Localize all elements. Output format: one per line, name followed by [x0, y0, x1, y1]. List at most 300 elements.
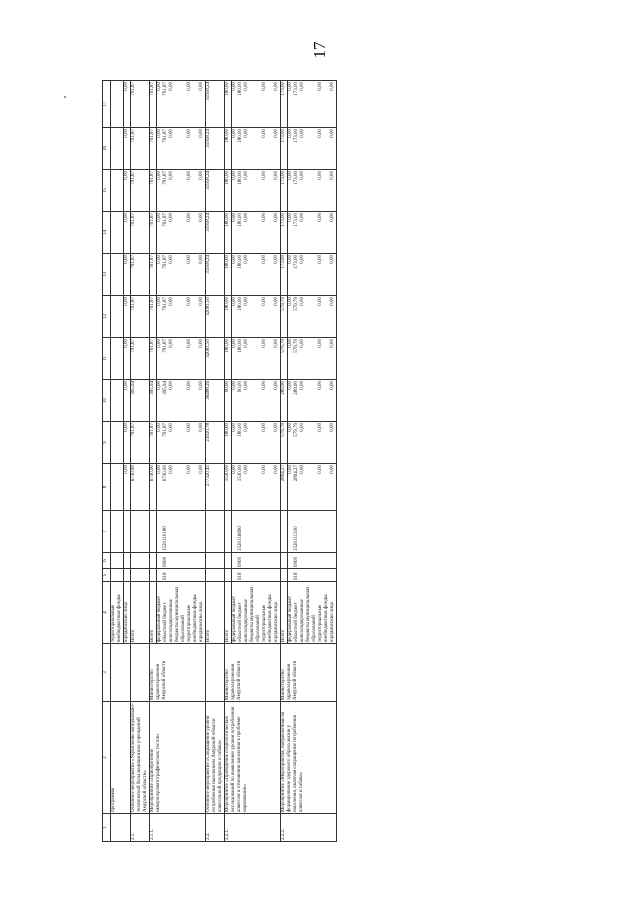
csr-code-cell [244, 511, 262, 553]
year-value-cell: 180,00 [238, 170, 244, 212]
year-value-cell: 0,00 [124, 422, 131, 464]
rzpr-code-cell: 0909 [294, 553, 300, 569]
year-value-cell: 0,00 [288, 464, 295, 511]
year-value-cell: 0,00 [318, 254, 330, 296]
csr-code-cell [169, 511, 187, 553]
year-value-cell: 0,00 [169, 170, 187, 212]
year-value-cell: 0,00 [330, 338, 337, 380]
year-value-cell: 0,00 [300, 380, 318, 422]
funding-source-cell: территориальные внебюджетные фонды [187, 582, 199, 644]
year-value-cell: 0,00 [124, 128, 131, 170]
table-row [225, 81, 232, 842]
funding-source-cell: юридические лица [274, 582, 281, 644]
year-value-cell: 0,00 [262, 128, 274, 170]
item-name-cell: Мероприятие «Мероприятия, направленные на формирование здорового образа жизни у населения, включая сокращение потребления алкоголя и табака» [281, 702, 337, 814]
year-value-cell: 0,00 [244, 338, 262, 380]
column-number-cell: 11 [103, 338, 111, 380]
year-value-cell: 0,00 [157, 170, 164, 212]
funding-source-cell: юридические лица [124, 582, 131, 644]
year-value-cell: 395,94 [163, 380, 169, 422]
year-value-cell: 0,00 [157, 464, 164, 511]
year-value-cell: 0,00 [318, 338, 330, 380]
year-value-cell: 0,00 [187, 464, 199, 511]
year-value-cell: 180,00 [238, 128, 244, 170]
year-value-cell: 6730,90 [163, 464, 169, 511]
year-value-cell: 0,00 [169, 212, 187, 254]
year-value-cell: 0,00 [288, 170, 295, 212]
year-value-cell: 0,00 [274, 380, 281, 422]
scan-speck [64, 96, 66, 98]
rzpr-code-cell [131, 553, 150, 569]
grbs-code-cell: 918 [294, 569, 300, 582]
year-value-cell: 0,00 [169, 464, 187, 511]
year-value-cell: 791,87 [150, 296, 157, 338]
grbs-code-cell [187, 569, 199, 582]
column-number-cell: 16 [103, 128, 111, 170]
year-value-cell: 0,00 [124, 254, 131, 296]
year-value-cell: 0,00 [318, 170, 330, 212]
year-value-cell: 0,00 [262, 464, 274, 511]
year-value-cell: 0,00 [169, 128, 187, 170]
grbs-code-cell [150, 569, 157, 582]
column-number-cell: 9 [103, 422, 111, 464]
year-value-cell: 0,00 [300, 128, 318, 170]
year-value-cell: 0,00 [157, 254, 164, 296]
csr-code-cell [111, 511, 124, 553]
year-value-cell: 90,00 [225, 380, 232, 422]
year-value-cell [111, 338, 124, 380]
year-value-cell: 0,00 [262, 380, 274, 422]
rzpr-code-cell [300, 553, 318, 569]
rzpr-code-cell [111, 553, 124, 569]
csr-code-cell [124, 511, 131, 553]
year-value-cell: 0,00 [169, 422, 187, 464]
year-value-cell: 36488,26 [206, 380, 225, 422]
grbs-code-cell [281, 569, 288, 582]
year-value-cell: 0,00 [169, 81, 187, 128]
year-value-cell: 0,00 [187, 338, 199, 380]
year-value-cell: 289,90 [294, 380, 300, 422]
year-value-cell: 0,00 [330, 254, 337, 296]
year-value-cell: 0,00 [157, 380, 164, 422]
csr-code-cell [206, 511, 225, 553]
year-value-cell: 180,00 [238, 422, 244, 464]
year-value-cell: 0,00 [318, 296, 330, 338]
column-number-cell: 14 [103, 212, 111, 254]
csr-code-cell [131, 511, 150, 553]
year-value-cell: 0,00 [262, 170, 274, 212]
year-value-cell: 0,00 [244, 380, 262, 422]
year-value-cell: 180,00 [225, 170, 232, 212]
year-value-cell: 0,00 [288, 254, 295, 296]
year-value-cell: 0,00 [262, 212, 274, 254]
column-number-cell: 17 [103, 81, 111, 128]
year-value-cell: 791,87 [131, 338, 150, 380]
year-value-cell: 180,00 [225, 422, 232, 464]
item-name-cell: Основное мероприятие «Сокращение уровня потребления населением Амурской области алкогольной продукции и табака» [206, 702, 225, 814]
year-value-cell: 180,00 [238, 212, 244, 254]
year-value-cell: 791,87 [131, 422, 150, 464]
year-value-cell: 173,00 [281, 128, 288, 170]
year-value-cell: 173,00 [281, 254, 288, 296]
year-value-cell: 0,00 [274, 254, 281, 296]
year-value-cell: 791,87 [131, 254, 150, 296]
year-value-cell: 0,00 [288, 296, 295, 338]
year-value-cell: 0,00 [187, 212, 199, 254]
year-value-cell: 0,00 [169, 338, 187, 380]
year-value-cell: 0,00 [330, 170, 337, 212]
grbs-code-cell [330, 569, 337, 582]
year-value-cell: 90,00 [238, 380, 244, 422]
csr-code-cell: 1520111330 [294, 511, 300, 553]
page-number-text: 17 [310, 41, 329, 59]
year-value-cell: 180,00 [225, 128, 232, 170]
year-value-cell: 579,79 [294, 422, 300, 464]
year-value-cell: 0,00 [288, 422, 295, 464]
year-value-cell: 0,00 [244, 464, 262, 511]
year-value-cell: 0,00 [157, 128, 164, 170]
year-value-cell: 0,00 [199, 422, 206, 464]
year-value-cell: 31958,24 [206, 128, 225, 170]
year-value-cell: 180,00 [238, 296, 244, 338]
year-value-cell: 791,87 [163, 338, 169, 380]
year-value-cell: 0,00 [300, 170, 318, 212]
table-body [103, 81, 337, 842]
year-value-cell: 0,00 [262, 254, 274, 296]
rzpr-code-cell: 0909 [163, 553, 169, 569]
year-value-cell [111, 128, 124, 170]
year-value-cell [111, 212, 124, 254]
csr-code-cell: 1520110180 [163, 511, 169, 553]
year-value-cell: 173,00 [281, 212, 288, 254]
rzpr-code-cell [262, 553, 274, 569]
year-value-cell: 0,00 [232, 422, 239, 464]
rzpr-code-cell [206, 553, 225, 569]
year-value-cell: 173,00 [294, 254, 300, 296]
executor-cell [111, 644, 131, 702]
year-value-cell: 0,00 [318, 422, 330, 464]
funding-source-cell: консолидированные бюджеты муниципальных образований [169, 582, 187, 644]
year-value-cell: 173,00 [281, 170, 288, 212]
year-value-cell: 0,00 [288, 81, 295, 128]
year-value-cell: 0,00 [274, 128, 281, 170]
year-value-cell: 0,00 [262, 296, 274, 338]
year-value-cell: 579,79 [294, 296, 300, 338]
funding-source-cell: федеральный бюджет [232, 582, 239, 644]
year-value-cell: 173,00 [281, 81, 288, 128]
rzpr-code-cell [244, 553, 262, 569]
year-value-cell: 0,00 [262, 338, 274, 380]
column-number-cell: 1 [103, 814, 111, 842]
year-value-cell: 0,00 [232, 128, 239, 170]
year-value-cell: 0,00 [199, 296, 206, 338]
year-value-cell: 0,00 [330, 212, 337, 254]
column-number-cell: 4 [103, 582, 111, 644]
year-value-cell: 0,00 [157, 422, 164, 464]
year-value-cell: 0,00 [318, 81, 330, 128]
year-value-cell: 2894,27 [294, 464, 300, 511]
year-value-cell: 579,79 [281, 296, 288, 338]
year-value-cell: 791,87 [163, 170, 169, 212]
year-value-cell: 0,00 [300, 212, 318, 254]
year-value-cell: 0,00 [274, 81, 281, 128]
column-number-cell: 12 [103, 296, 111, 338]
column-number-cell: 5 [103, 569, 111, 582]
year-value-cell: 0,00 [330, 81, 337, 128]
item-name-cell: Мероприятие «Проведение социологических исследований по выявлению уровня потребления алкоголя и отношения населения к проблеме наркомании» [225, 702, 281, 814]
grbs-code-cell [124, 569, 131, 582]
grbs-code-cell [225, 569, 232, 582]
year-value-cell: 6730,90 [131, 464, 150, 511]
table-row [281, 81, 288, 842]
item-number-cell: 2.2.1. [225, 814, 281, 842]
year-value-cell [111, 464, 124, 511]
year-value-cell: 0,00 [262, 422, 274, 464]
year-value-cell: 0,00 [199, 254, 206, 296]
csr-code-cell [300, 511, 318, 553]
table-row [150, 81, 157, 842]
csr-code-cell [318, 511, 330, 553]
year-value-cell: 0,00 [199, 81, 206, 128]
year-value-cell: 395,94 [150, 380, 157, 422]
rzpr-code-cell [169, 553, 187, 569]
year-value-cell: 0,00 [244, 81, 262, 128]
year-value-cell: 0,00 [199, 212, 206, 254]
item-number-cell: 2.2. [206, 814, 225, 842]
grbs-code-cell [318, 569, 330, 582]
year-value-cell: 0,00 [244, 212, 262, 254]
funding-source-cell: областной бюджет [238, 582, 244, 644]
grbs-code-cell: 918 [238, 569, 244, 582]
year-value-cell [111, 380, 124, 422]
year-value-cell: 0,00 [124, 380, 131, 422]
year-value-cell: 1530,00 [225, 464, 232, 511]
rzpr-code-cell [124, 553, 131, 569]
year-value-cell: 2894,27 [281, 464, 288, 511]
column-number-cell: 7 [103, 511, 111, 553]
csr-code-cell: 1520116690 [238, 511, 244, 553]
year-value-cell: 0,00 [187, 380, 199, 422]
funding-source-cell: Всего [225, 582, 232, 644]
year-value-cell: 0,00 [157, 212, 164, 254]
year-value-cell: 0,00 [262, 81, 274, 128]
year-value-cell [111, 296, 124, 338]
year-value-cell: 791,87 [150, 81, 157, 128]
year-value-cell: 791,87 [131, 212, 150, 254]
year-value-cell: 0,00 [124, 212, 131, 254]
year-value-cell: 0,00 [244, 170, 262, 212]
funding-source-cell: территориальные внебюджетные фонды [262, 582, 274, 644]
grbs-code-cell [169, 569, 187, 582]
column-number-cell: 3 [103, 644, 111, 702]
year-value-cell: 0,00 [232, 81, 239, 128]
year-value-cell: 0,00 [318, 212, 330, 254]
executor-cell: Министерство здравоохранения Амурской области [150, 644, 206, 702]
year-value-cell: 791,87 [150, 422, 157, 464]
year-value-cell: 180,00 [238, 338, 244, 380]
year-value-cell: 0,00 [244, 296, 262, 338]
year-value-cell [111, 81, 124, 128]
year-value-cell: 0,00 [157, 296, 164, 338]
column-number-cell: 10 [103, 380, 111, 422]
year-value-cell: 395,94 [131, 380, 150, 422]
year-value-cell: 791,87 [163, 422, 169, 464]
year-value-cell: 23920,78 [206, 422, 225, 464]
year-value-cell: 0,00 [330, 422, 337, 464]
rzpr-code-cell: 0909 [238, 553, 244, 569]
year-value-cell: 0,00 [288, 128, 295, 170]
year-value-cell: 32081,50 [206, 296, 225, 338]
csr-code-cell [225, 511, 232, 553]
item-number-cell: 2.1. [131, 814, 150, 842]
year-value-cell: 180,00 [238, 81, 244, 128]
item-number-cell [111, 814, 131, 842]
rzpr-code-cell [330, 553, 337, 569]
year-value-cell: 0,00 [124, 464, 131, 511]
year-value-cell: 0,00 [169, 296, 187, 338]
year-value-cell: 173,00 [294, 170, 300, 212]
year-value-cell: 791,87 [150, 212, 157, 254]
year-value-cell: 0,00 [157, 81, 164, 128]
funding-source-cell: областной бюджет [163, 582, 169, 644]
year-value-cell: 0,00 [330, 128, 337, 170]
year-value-cell: 0,00 [232, 254, 239, 296]
year-value-cell: 180,00 [238, 254, 244, 296]
year-value-cell: 0,00 [288, 338, 295, 380]
funding-source-cell: областной бюджет [294, 582, 300, 644]
grbs-code-cell [244, 569, 262, 582]
year-value-cell: 0,00 [274, 170, 281, 212]
year-value-cell: 277320,45 [206, 464, 225, 511]
funding-source-cell: консолидированные бюджеты муниципальных образований [244, 582, 262, 644]
year-value-cell: 0,00 [124, 170, 131, 212]
year-value-cell [111, 254, 124, 296]
year-value-cell: 791,87 [150, 128, 157, 170]
year-value-cell: 791,87 [131, 81, 150, 128]
year-value-cell: 0,00 [124, 296, 131, 338]
funding-source-cell: территориальные внебюджетные фонды [318, 582, 330, 644]
year-value-cell: 0,00 [318, 128, 330, 170]
item-name-cell: Мероприятие «Приобретение иммунохроматографических тестов» [150, 702, 206, 814]
year-value-cell: 1530,00 [238, 464, 244, 511]
csr-code-cell [150, 511, 157, 553]
grbs-code-cell [262, 569, 274, 582]
year-value-cell: 0,00 [232, 212, 239, 254]
csr-code-cell [281, 511, 288, 553]
year-value-cell: 0,00 [169, 380, 187, 422]
year-value-cell: 0,00 [232, 296, 239, 338]
column-number-cell: 2 [103, 702, 111, 814]
year-value-cell: 0,00 [232, 380, 239, 422]
csr-code-cell [187, 511, 199, 553]
year-value-cell: 0,00 [187, 422, 199, 464]
funding-source-cell: Всего [150, 582, 157, 644]
funding-source-cell: консолидированные бюджеты муниципальных образований [300, 582, 318, 644]
grbs-code-cell [111, 569, 124, 582]
year-value-cell: 791,87 [150, 170, 157, 212]
year-value-cell: 791,87 [163, 212, 169, 254]
rzpr-code-cell [225, 553, 232, 569]
table-row [206, 81, 225, 842]
year-value-cell: 0,00 [199, 170, 206, 212]
year-value-cell: 173,00 [294, 128, 300, 170]
column-number-row [103, 81, 111, 842]
year-value-cell: 791,87 [163, 254, 169, 296]
grbs-code-cell: 918 [163, 569, 169, 582]
year-value-cell: 0,00 [187, 254, 199, 296]
year-value-cell: 791,87 [150, 338, 157, 380]
table-row [111, 81, 124, 842]
year-value-cell: 791,87 [150, 254, 157, 296]
year-value-cell: 579,79 [294, 338, 300, 380]
year-value-cell: 791,87 [131, 170, 150, 212]
item-number-cell: 2.1.1. [150, 814, 206, 842]
year-value-cell: 0,00 [199, 338, 206, 380]
year-value-cell: 0,00 [288, 380, 295, 422]
year-value-cell: 0,00 [274, 422, 281, 464]
year-value-cell: 0,00 [330, 296, 337, 338]
year-value-cell: 180,00 [225, 296, 232, 338]
year-value-cell: 0,00 [274, 464, 281, 511]
year-value-cell: 0,00 [274, 338, 281, 380]
year-value-cell: 0,00 [124, 81, 131, 128]
year-value-cell: 579,79 [281, 338, 288, 380]
year-value-cell: 0,00 [288, 212, 295, 254]
year-value-cell: 31958,24 [206, 81, 225, 128]
funding-source-cell: юридические лица [199, 582, 206, 644]
funding-source-cell: федеральный бюджет [288, 582, 295, 644]
year-value-cell: 0,00 [232, 464, 239, 511]
year-value-cell [111, 170, 124, 212]
year-value-cell: 0,00 [199, 464, 206, 511]
year-value-cell: 0,00 [187, 170, 199, 212]
year-value-cell: 0,00 [232, 338, 239, 380]
year-value-cell: 0,00 [318, 380, 330, 422]
year-value-cell: 180,00 [225, 81, 232, 128]
rotated-table-wrapper [102, 82, 586, 842]
year-value-cell: 0,00 [124, 338, 131, 380]
year-value-cell: 31958,24 [206, 212, 225, 254]
column-number-cell: 13 [103, 254, 111, 296]
column-number-cell: 8 [103, 464, 111, 511]
column-number-cell: 6 [103, 553, 111, 569]
year-value-cell: 31958,24 [206, 170, 225, 212]
year-value-cell: 0,00 [330, 380, 337, 422]
grbs-code-cell [206, 569, 225, 582]
item-number-cell: 2.2.2. [281, 814, 337, 842]
year-value-cell: 0,00 [187, 296, 199, 338]
funding-source-cell: Всего [131, 582, 150, 644]
year-value-cell: 180,00 [225, 254, 232, 296]
funding-source-cell: Всего [281, 582, 288, 644]
executor-cell [131, 644, 150, 702]
funding-source-cell: юридические лица [330, 582, 337, 644]
rzpr-code-cell [281, 553, 288, 569]
year-value-cell: 180,00 [225, 212, 232, 254]
funding-source-cell: территориальные внебюджетные фонды [111, 582, 124, 644]
year-value-cell: 173,00 [294, 212, 300, 254]
year-value-cell: 0,00 [244, 254, 262, 296]
year-value-cell: 0,00 [187, 128, 199, 170]
funding-source-cell: Всего [206, 582, 225, 644]
year-value-cell: 0,00 [300, 296, 318, 338]
item-name-cell: Основное мероприятие «Укрепление материально-технической базы медицинских учреждений Амурской области» [131, 703, 148, 812]
year-value-cell: 0,00 [169, 254, 187, 296]
year-value-cell: 0,00 [330, 464, 337, 511]
executor-cell: Министерство здравоохранения Амурской области [281, 644, 337, 702]
grbs-code-cell [300, 569, 318, 582]
year-value-cell [111, 422, 124, 464]
